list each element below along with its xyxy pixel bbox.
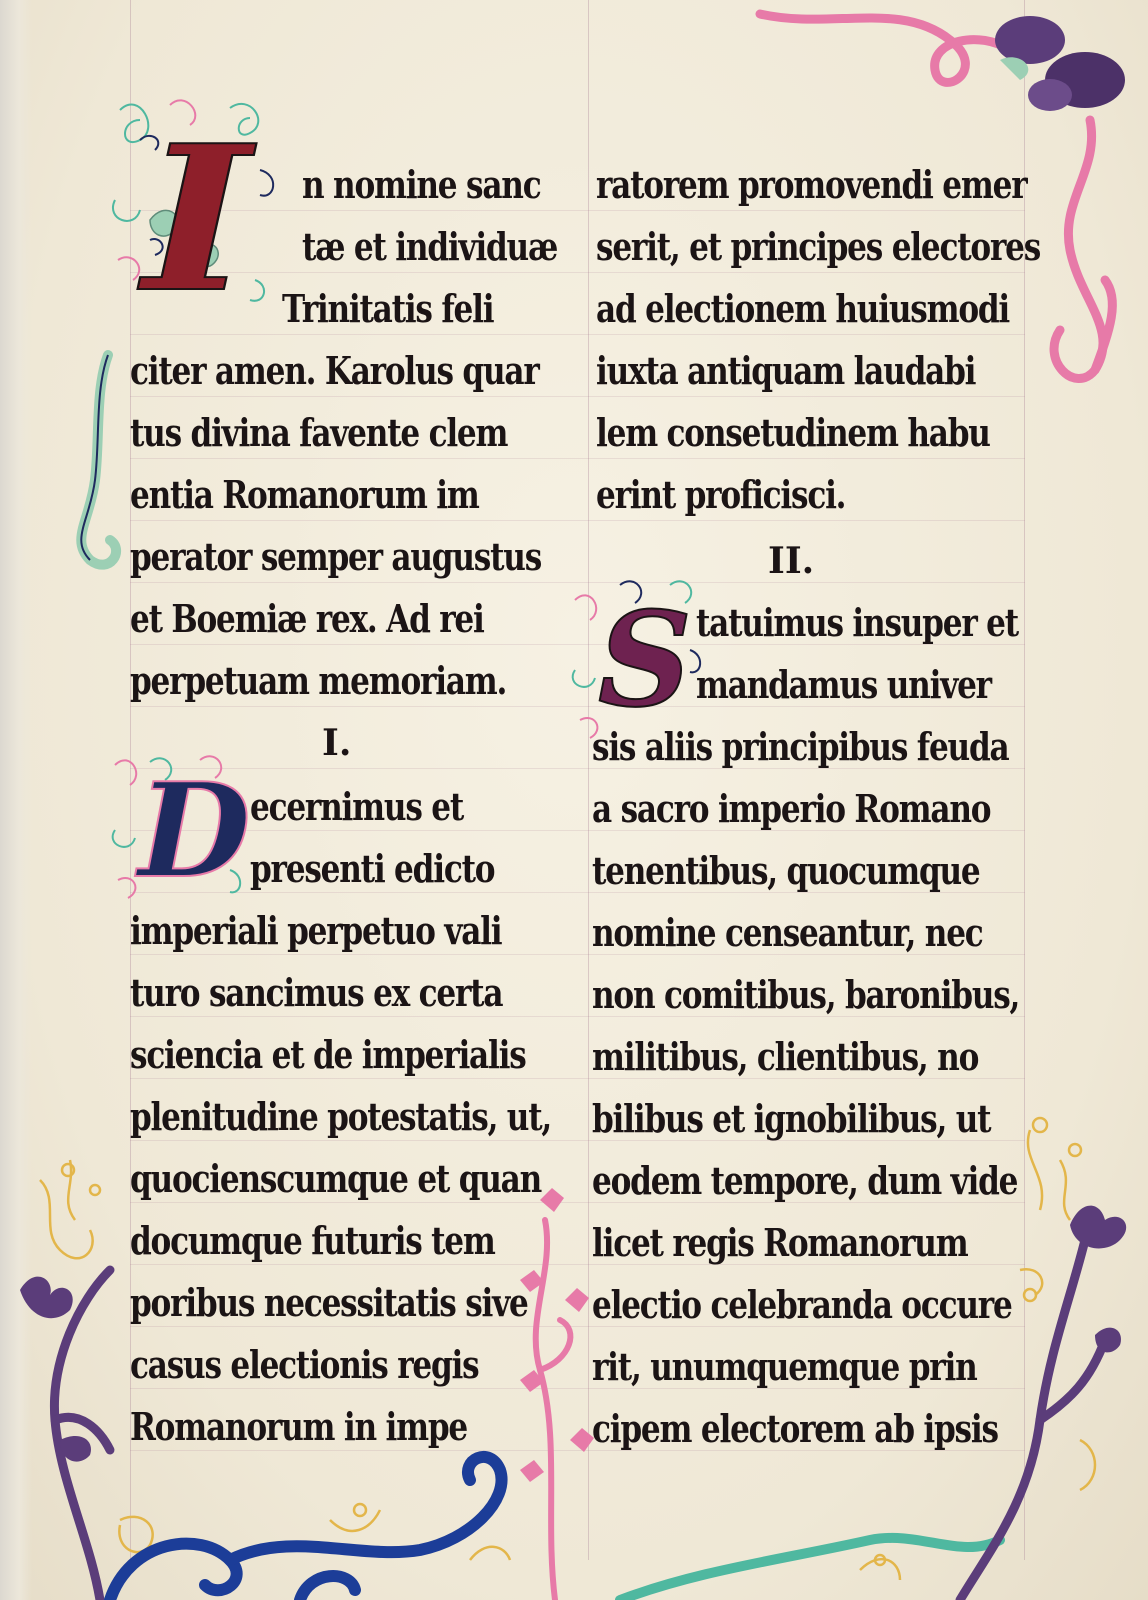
initial-i — [130, 102, 280, 337]
text-line: non comitibus, baronibus, — [592, 972, 1020, 1017]
text-line: perpetuam memoriam. — [130, 658, 507, 703]
text-line: cipem electorem ab ipsis — [592, 1406, 998, 1451]
text-line: electio celebranda occure — [592, 1282, 1012, 1327]
text-line: entia Romanorum im — [130, 472, 479, 517]
text-line: sis aliis principibus feuda — [592, 724, 1009, 769]
initial-d — [130, 754, 251, 907]
text-line: imperiali perpetuo vali — [130, 908, 502, 953]
pink-leaf-icon — [520, 1188, 594, 1482]
initial-d-letter: D — [138, 754, 251, 907]
text-line: lem consetudinem habu — [596, 410, 990, 455]
text-line: n nomine sanc — [302, 162, 541, 207]
initial-s-letter: S — [598, 583, 692, 736]
initial-i-letter: I — [142, 102, 251, 337]
text-line: poribus necessitatis sive — [130, 1280, 528, 1325]
text-line: ad electionem huiusmodi — [596, 286, 1010, 331]
text-line: mandamus univer — [696, 662, 991, 707]
section-numeral-1: I. — [322, 722, 352, 764]
bottom-teal-vine — [620, 1538, 1000, 1600]
text-line: plenitudine potestatis, ut, — [130, 1094, 552, 1139]
section-numeral-2: II. — [768, 540, 815, 582]
text-line: Trinitatis feli — [282, 286, 494, 331]
text-line: militibus, clientibus, no — [592, 1034, 979, 1079]
text-line: tatuimus insuper et — [696, 600, 1018, 645]
text-line: tus divina favente clem — [130, 410, 508, 455]
pink-center-vine — [536, 1220, 571, 1600]
violet-flower-icon — [995, 16, 1125, 111]
text-line: perator semper augustus — [130, 534, 542, 579]
text-line: quocienscumque et quan — [130, 1156, 542, 1201]
text-line: documque futuris tem — [130, 1218, 495, 1263]
text-line: a sacro imperio Romano — [592, 786, 991, 831]
initial-s — [592, 583, 702, 736]
text-line: sciencia et de imperialis — [130, 1032, 526, 1077]
text-line: turo sancimus ex certa — [130, 970, 503, 1015]
text-line: presenti edicto — [250, 846, 495, 891]
bottom-left-vine — [54, 1270, 110, 1600]
text-line: nomine censeantur, nec — [592, 910, 983, 955]
text-line: Romanorum in impe — [130, 1404, 468, 1449]
text-line: casus electionis regis — [130, 1342, 479, 1387]
text-line: tenentibus, quocumque — [592, 848, 980, 893]
text-line: erint proficisci. — [596, 472, 846, 517]
text-line: rit, unumquemque prin — [592, 1344, 977, 1389]
text-line: tæ et individuæ — [302, 224, 558, 269]
initial-i-stem — [81, 355, 116, 565]
text-line: bilibus et ignobilibus, ut — [592, 1096, 991, 1141]
text-line: licet regis Romanorum — [592, 1220, 968, 1265]
text-line: ecernimus et — [250, 784, 464, 829]
text-line: ratorem promovendi emer — [596, 162, 1027, 207]
text-line: citer amen. Karolus quar — [130, 348, 539, 393]
text-line: serit, et principes electores — [596, 224, 1041, 269]
text-line: eodem tempore, dum vide — [592, 1158, 1018, 1203]
bottom-blue-scroll — [110, 1457, 502, 1600]
text-line: iuxta antiquam laudabi — [596, 348, 976, 393]
text-line: et Boemiæ rex. Ad rei — [130, 596, 484, 641]
